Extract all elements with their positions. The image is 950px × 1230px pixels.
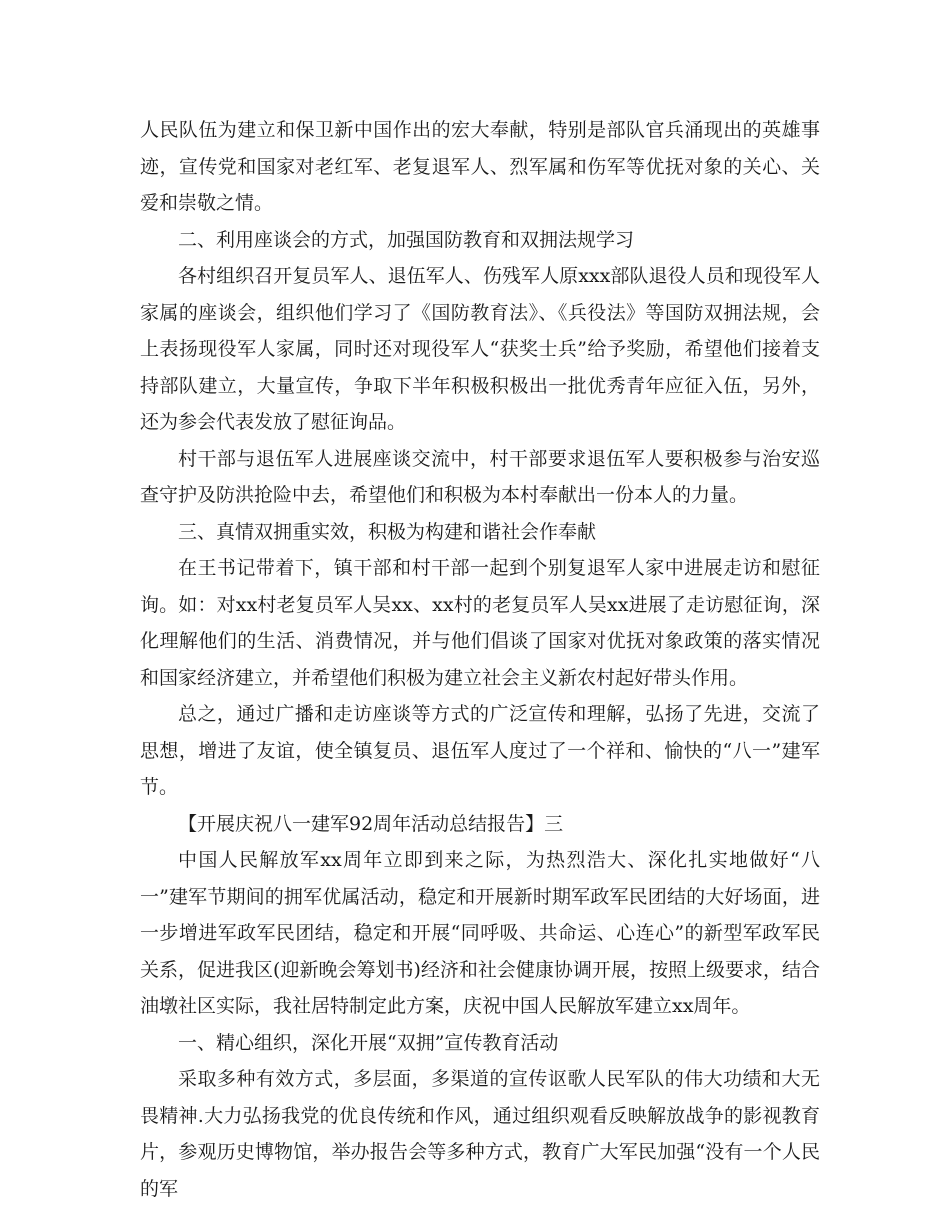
section-heading-3: 三、真情双拥重实效，积极为构建和谐社会作奉献 bbox=[178, 520, 597, 543]
paragraph-6: 在王书记带着下，镇干部和村干部一起到个别复退军人家中进展走访和慰征询。如：对xx村老复员军人吴xx、xx村的老复员军人吴xx进展了走访慰征询，深化理解他们的生活、消费情况，并与他们倡谈了国家对优抚对象政策的落实情况和国家经济建立，并希望他们积极为建立社会主义新农村起好带头作用。 bbox=[140, 557, 820, 689]
paragraph-7: 总之，通过广播和走访座谈等方式的广泛宣传和理解，弘扬了先进，交流了思想，增进了友谊，使全镇复员、退伍军人度过了一个祥和、愉快的“八一”建军节。 bbox=[140, 703, 820, 798]
section-heading-2: 二、利用座谈会的方式，加强国防教育和双拥法规学习 bbox=[178, 228, 635, 251]
paragraph-1: 人民队伍为建立和保卫新中国作出的宏大奉献，特别是部队官兵涌现出的英雄事迹，宣传党和国家对老红军、老复退军人、烈军属和伤军等优抚对象的关心、关爱和崇敬之情。 bbox=[140, 119, 820, 214]
paragraph-9: 中国人民解放军xx周年立即到来之际，为热烈浩大、深化扎实地做好“八一”建军节期间的拥军优属活动，稳定和开展新时期军政军民团结的大好场面，进一步增进军政军民团结，稳定和开展“同呼吸、共命运、心连心”的新型军政军民关系，促进我区(迎新晚会筹划书)经济和社会健康协调开展，按照上级要求，结合油墩社区实际，我社居特制定此方案，庆祝中国人民解放军建立xx周年。 bbox=[140, 849, 820, 1017]
report-title: 【开展庆祝八一建军92周年活动总结报告】三 bbox=[178, 812, 564, 835]
paragraph-3: 各村组织召开复员军人、退伍军人、伤残军人原xxx部队退役人员和现役军人家属的座谈会，组织他们学习了《国防教育法》、《兵役法》等国防双拥法规，会上表扬现役军人家属，同时还对现役军人“获奖士兵”给予奖励，希望他们接着支持部队建立，大量宣传，争取下半年积极积极出一批优秀青年应征入伍，另外，还为参会代表发放了慰征询品。 bbox=[140, 265, 820, 433]
paragraph-4: 村干部与退伍军人进展座谈交流中，村干部要求退伍军人要积极参与治安巡查守护及防洪抢险中去，希望他们和积极为本村奉献出一份本人的力量。 bbox=[140, 447, 820, 506]
section-heading-1: 一、精心组织，深化开展“双拥”宣传教育活动 bbox=[178, 1031, 559, 1054]
paragraph-11: 采取多种有效方式，多层面，多渠道的宣传讴歌人民军队的伟大功绩和大无畏精神.大力弘扬我党的优良传统和作风，通过组织观看反映解放战争的影视教育片，参观历史博物馆，举办报告会等多种方式，教育广大军民加强“没有一个人民的军 bbox=[140, 1068, 820, 1200]
document-body bbox=[140, 112, 820, 1207]
